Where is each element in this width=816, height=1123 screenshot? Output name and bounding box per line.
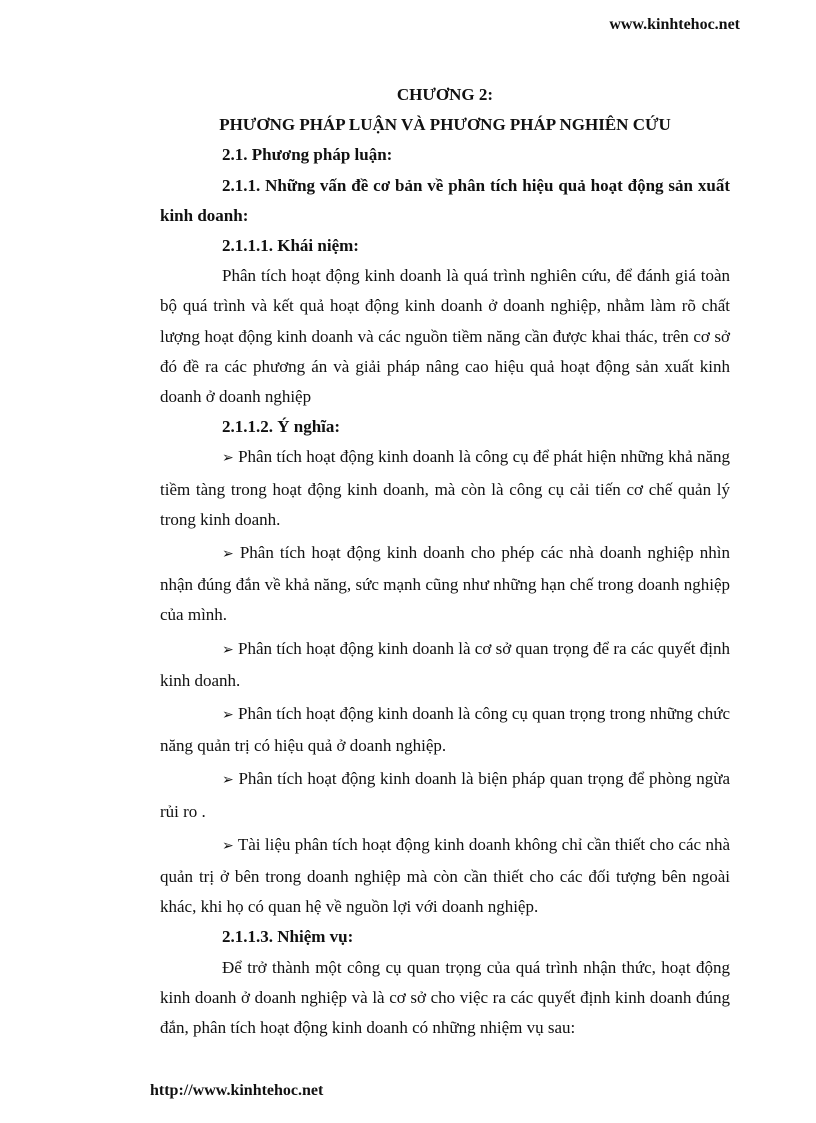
arrow-bullet-icon: ➢ bbox=[222, 642, 234, 658]
arrow-bullet-icon: ➢ bbox=[222, 708, 234, 724]
bullet-text: Phân tích hoạt động kinh doanh là biện pháp quan trọng để phòng ngừa rủi ro . bbox=[160, 769, 730, 821]
bullet-item bbox=[160, 830, 730, 923]
arrow-bullet-icon: ➢ bbox=[222, 547, 234, 563]
bullet-item bbox=[160, 634, 730, 696]
footer-url: http://www.kinhtehoc.net bbox=[150, 1082, 324, 1099]
section-2-1-1-3-heading: 2.1.1.3. Nhiệm vụ: bbox=[222, 927, 354, 947]
bullet-text: Phân tích hoạt động kinh doanh là cơ sở quan trọng để ra các quyết định kinh doanh. bbox=[160, 638, 731, 690]
bullet-item bbox=[160, 538, 730, 631]
document-body bbox=[160, 80, 730, 1043]
bullet-text: Tài liệu phân tích hoạt động kinh doanh không chỉ cần thiết cho các nhà quản trị ở bên trong doanh nghiệp mà còn cần thiết cho các đối tượng bên ngoài khác, khi họ có quan hệ về nguồn lợi với doanh nghiệp. bbox=[160, 834, 730, 917]
section-2-1-1-1-heading: 2.1.1.1. Khái niệm: bbox=[222, 236, 359, 256]
arrow-bullet-icon: ➢ bbox=[222, 838, 234, 854]
bullet-text: Phân tích hoạt động kinh doanh là công cụ để phát hiện những khả năng tiềm tàng trong hoạt động kinh doanh, mà còn là công cụ cải tiến cơ chế quản lý trong kinh doanh. bbox=[160, 447, 731, 529]
bullet-item bbox=[160, 699, 730, 761]
section-2-1-heading: 2.1. Phương pháp luận: bbox=[222, 145, 393, 165]
bullet-item bbox=[160, 764, 730, 826]
bullet-text: Phân tích hoạt động kinh doanh cho phép các nhà doanh nghiệp nhìn nhận đúng đắn về khả năng, sức mạnh cũng như những hạn chế trong doanh nghiệp của mình. bbox=[160, 543, 731, 625]
arrow-bullet-icon: ➢ bbox=[222, 773, 234, 789]
arrow-bullet-icon: ➢ bbox=[222, 451, 234, 467]
section-2-1-1-heading: 2.1.1. Những vấn đề cơ bản về phân tích hiệu quả hoạt động sản xuất kinh doanh: bbox=[160, 175, 730, 225]
definition-paragraph: Phân tích hoạt động kinh doanh là quá trình nghiên cứu, để đánh giá toàn bộ quá trình và kết quả hoạt động kinh doanh ở doanh nghiệp, nhằm làm rõ chất lượng hoạt động kinh doanh và các nguồn tiềm năng cần được khai thác, trên cơ sở đó đề ra các phương án và giải pháp nâng cao hiệu quả hoạt động sản xuất kinh doanh ở doanh nghiệp bbox=[160, 266, 730, 407]
section-2-1-1-2-heading: 2.1.1.2. Ý nghĩa: bbox=[222, 417, 341, 437]
chapter-title: PHƯƠNG PHÁP LUẬN VÀ PHƯƠNG PHÁP NGHIÊN CỨU bbox=[219, 115, 671, 135]
header-url: www.kinhtehoc.net bbox=[609, 16, 740, 33]
bullet-text: Phân tích hoạt động kinh doanh là công cụ quan trọng trong những chức năng quản trị có hiệu quả ở doanh nghiệp. bbox=[160, 704, 730, 756]
tasks-paragraph: Để trở thành một công cụ quan trọng của quá trình nhận thức, hoạt động kinh doanh ở doanh nghiệp và là cơ sở cho việc ra các quyết định kinh doanh đúng đắn, phân tích hoạt động kinh doanh có những nhiệm vụ sau: bbox=[160, 957, 730, 1038]
bullet-item bbox=[160, 442, 730, 535]
chapter-label: CHƯƠNG 2: bbox=[396, 85, 494, 104]
